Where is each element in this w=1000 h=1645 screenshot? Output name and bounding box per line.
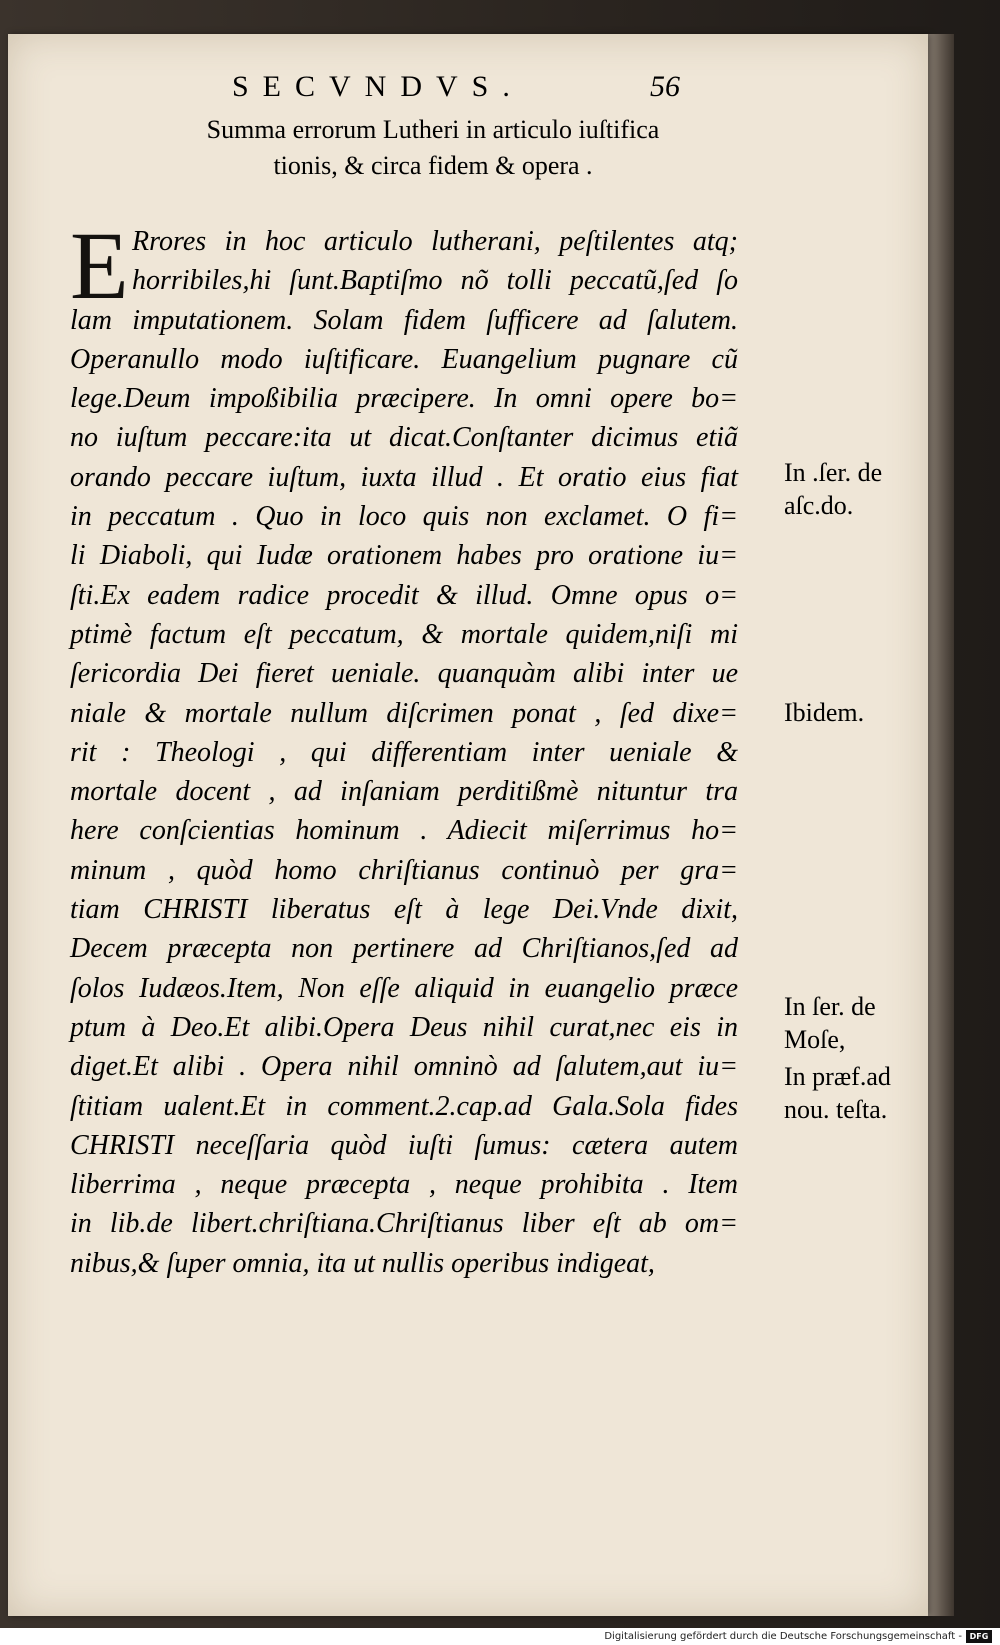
text-line: ſti.Ex eadem radice procedit & illud. Omne opus o=	[70, 579, 738, 611]
text-line: ſtitiam ualent.Et in comment.2.cap.ad Gala.Sola fides	[70, 1090, 738, 1122]
text-line: horribiles,hi ſunt.Baptiſmo nõ tolli peccatũ,ſed ſo	[132, 265, 738, 297]
text-line: Operanullo modo iuſtificare. Euangelium pugnare cũ	[70, 343, 738, 375]
heading-line: Summa errorum Lutheri in articulo iuſtifica	[206, 115, 660, 144]
text-line: CHRISTI neceſſaria quòd iuſti ſumus: cætera autem	[70, 1129, 738, 1161]
running-head	[232, 70, 712, 114]
margin-note-line: nou. teſta.	[784, 1095, 888, 1124]
text-line: no iuſtum peccare:ita ut dicat.Conſtanter dicimus etiã	[70, 422, 738, 454]
text-line: lam imputationem. Solam fidem ſufficere ad ſalutem.	[70, 304, 738, 336]
margin-note	[784, 990, 876, 1056]
dfg-logo: DFG	[966, 1630, 992, 1643]
text-line: tiam CHRISTI liberatus eſt à lege Dei.Vnde dixit,	[70, 894, 738, 926]
text-line: ptimè factum eſt peccatum, & mortale quidem,niſi mi	[70, 618, 738, 650]
text-line: rit : Theologi , qui differentiam inter ueniale &	[70, 736, 738, 768]
text-line: Decem præcepta non pertinere ad Chriſtianos,ſed ad	[70, 933, 738, 965]
margin-note-line: In præf.ad	[784, 1062, 891, 1091]
text-line: nibus,& ſuper omnia, ita ut nullis operibus indigeat,	[70, 1247, 655, 1279]
margin-note	[784, 1060, 891, 1126]
text-line: liberrima , neque præcepta , neque prohibita . Item	[70, 1169, 738, 1201]
text-line: Rrores in hoc articulo lutherani, peſtilentes atq;	[132, 226, 738, 257]
digitization-credit: Digitalisierung gefördert durch die Deutsche Forschungsgemeinschaft -	[604, 1631, 962, 1642]
margin-note-line: In ſer. de	[784, 992, 876, 1021]
page-edge	[928, 34, 954, 1616]
heading-line: tionis, & circa fidem & opera .	[273, 151, 593, 180]
text-line: in peccatum . Quo in loco quis non exclamet. O fi=	[70, 501, 738, 533]
text-line: diget.Et alibi . Opera nihil omninò ad ſalutem,aut iu=	[70, 1051, 738, 1083]
text-line: mortale docent , ad inſaniam perditißmè nituntur tra	[70, 776, 738, 808]
text-line: ſolos Iudæos.Item, Non eſſe aliquid in euangelio præce	[70, 972, 738, 1004]
margin-note-line: In .ſer. de	[784, 458, 883, 487]
section-heading	[138, 112, 728, 184]
drop-cap-initial: E	[70, 212, 129, 319]
margin-note-line: Moſe,	[784, 1025, 846, 1054]
text-line: minum , quòd homo chriſtianus continuò per gra=	[70, 854, 738, 886]
text-line: ſericordia Dei fieret ueniale. quanquàm alibi inter ue	[70, 658, 738, 690]
margin-note-line: Ibidem.	[784, 698, 865, 727]
page-number: 56	[650, 70, 680, 103]
margin-note	[784, 456, 882, 522]
margin-note-line: aſc.do.	[784, 491, 854, 520]
body-text	[70, 212, 738, 1283]
text-line: lege.Deum impoßibilia præcipere. In omni opere bo=	[70, 383, 738, 415]
text-line: here conſcientias hominum . Adiecit miſerrimus ho=	[70, 815, 738, 847]
text-line: orando peccare iuſtum, iuxta illud . Et oratio eius fiat	[70, 461, 738, 493]
margin-note	[784, 696, 864, 729]
text-line: niale & mortale nullum diſcrimen ponat , ſed dixe=	[70, 697, 738, 729]
text-line: ptum à Deo.Et alibi.Opera Deus nihil curat,nec eis in	[70, 1011, 738, 1043]
running-title: SECVNDVS.	[232, 70, 524, 103]
text-line: in lib.de libert.chriſtiana.Chriſtianus liber eſt ab om=	[70, 1208, 738, 1240]
text-line: li Diaboli, qui Iudæ orationem habes pro oratione iu=	[70, 540, 738, 572]
